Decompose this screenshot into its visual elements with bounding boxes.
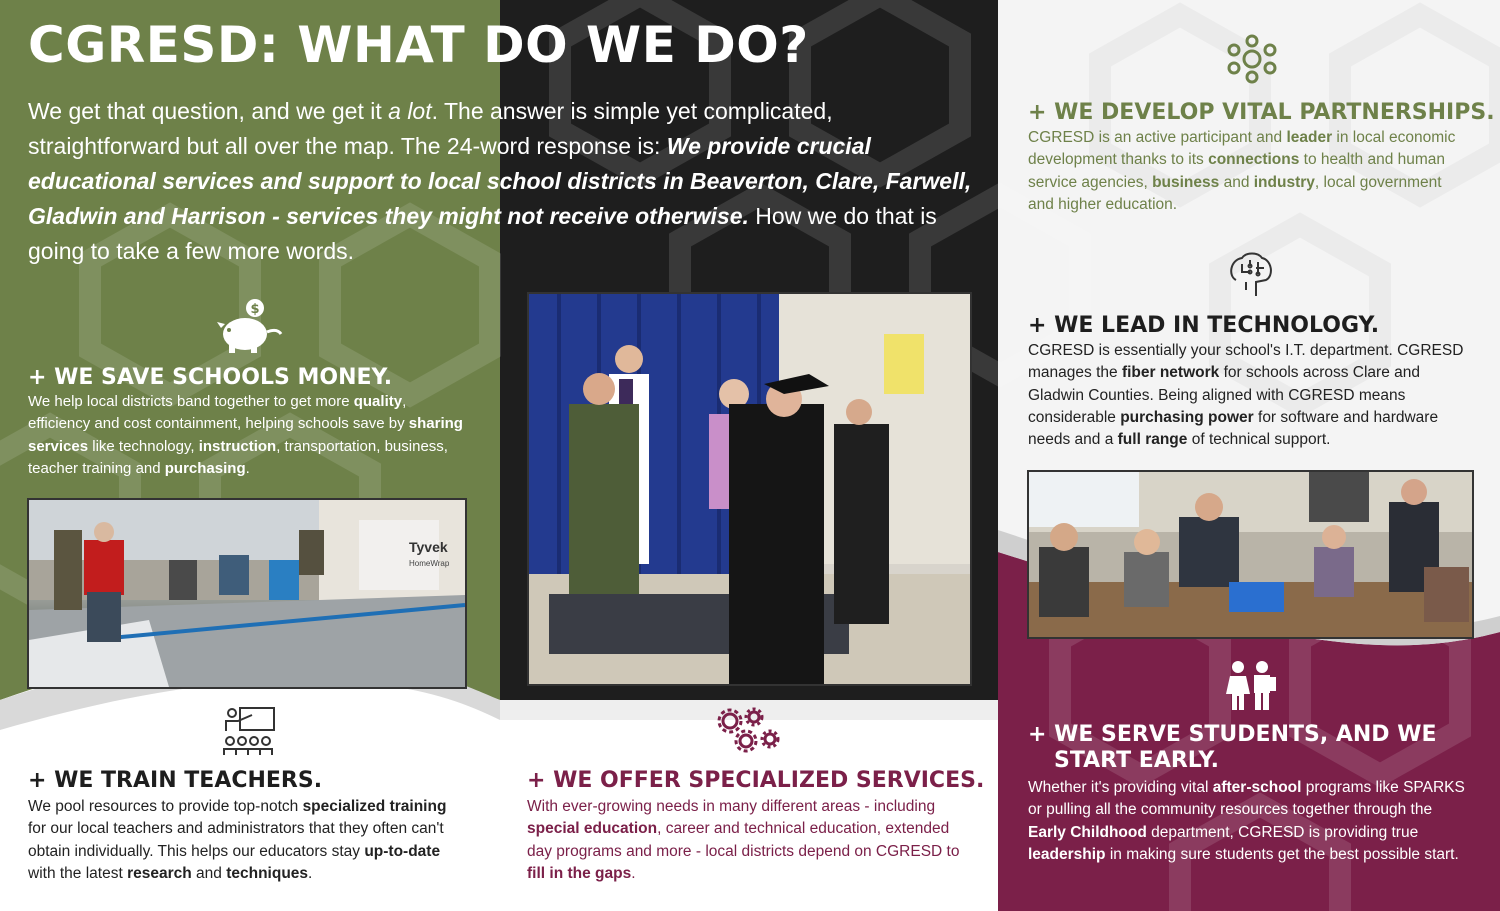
homewrap-sign: HomeWrap (409, 559, 450, 568)
technology-meeting-photo (1027, 470, 1474, 639)
tyvek-sign: Tyvek (409, 539, 448, 555)
technology-text: CGRESD is essentially your school's I.T. department. CGRESD manages the fiber network for schools across Clare and Gladwin Counties. Being aligned with CGRESD means considerable purchasing power for software and hardware needs and a full range of technical support. (1028, 342, 1464, 449)
graduation-photo (527, 292, 972, 686)
construction-photo (27, 498, 467, 689)
circuit-brain-icon (1226, 250, 1276, 300)
students-text: Whether it's providing vital after-school programs like SPARKS or pulling all the community resources together through the Early Childhood department, CGRESD is providing true leadership in making sure students get the best possible start. (1028, 779, 1465, 863)
partnerships-heading: + WE DEVELOP VITAL PARTNERSHIPS. (1028, 100, 1495, 125)
money-text: We help local districts band together to get more quality, efficiency and cost containment, helping schools save by sharing services like technology, instruction, transportation, business, teacher training and purchasing. (28, 393, 463, 477)
connected-circles-icon (1226, 33, 1278, 85)
intro-text: We get that question, and we get it a lot. The answer is simple yet complicated, straightforward but all over the map. The 24-word response is: We provide crucial educational services and support to local school districts in Beaverton, Clare, Farwell, Gladwin and Harrison - services they might not receive otherwise. How we do that is going to take a few more words. (28, 98, 972, 264)
gears-icon (716, 705, 784, 757)
partnerships-text: CGRESD is an active participant and leader in local economic development thanks to its connections to health and human service agencies, business and industry, local government and higher education. (1028, 129, 1456, 213)
mission-statement: We provide crucial educational services and support to local school districts in Beaverton, Clare, Farwell, Gladwin and Harrison - services they might not receive otherwise. (28, 133, 972, 229)
page-title: CGRESD: WHAT DO WE DO? (28, 16, 809, 74)
piggy-bank-icon (215, 298, 285, 356)
teachers-text: We pool resources to provide top-notch specialized training for our local teachers and administrators that they often can't obtain individually. This helps our educators stay up-to-date with the latest research and techniques. (28, 798, 447, 882)
teachers-heading: + WE TRAIN TEACHERS. (28, 768, 323, 793)
svg-text:$: $ (250, 302, 260, 317)
specialized-text: With ever-growing needs in many different areas - including special education, career and technical education, extended day programs and more - local districts depend on CGRESD to fill in the gaps. (527, 798, 960, 882)
money-heading: + WE SAVE SCHOOLS MONEY. (28, 365, 393, 390)
specialized-heading: + WE OFFER SPECIALIZED SERVICES. (527, 768, 985, 793)
students-heading: + WE SERVE STUDENTS, AND WE START EARLY. (1028, 722, 1437, 773)
students-icon (1220, 660, 1280, 712)
technology-heading: + WE LEAD IN TECHNOLOGY. (1028, 313, 1380, 338)
classroom-presentation-icon (222, 705, 278, 757)
